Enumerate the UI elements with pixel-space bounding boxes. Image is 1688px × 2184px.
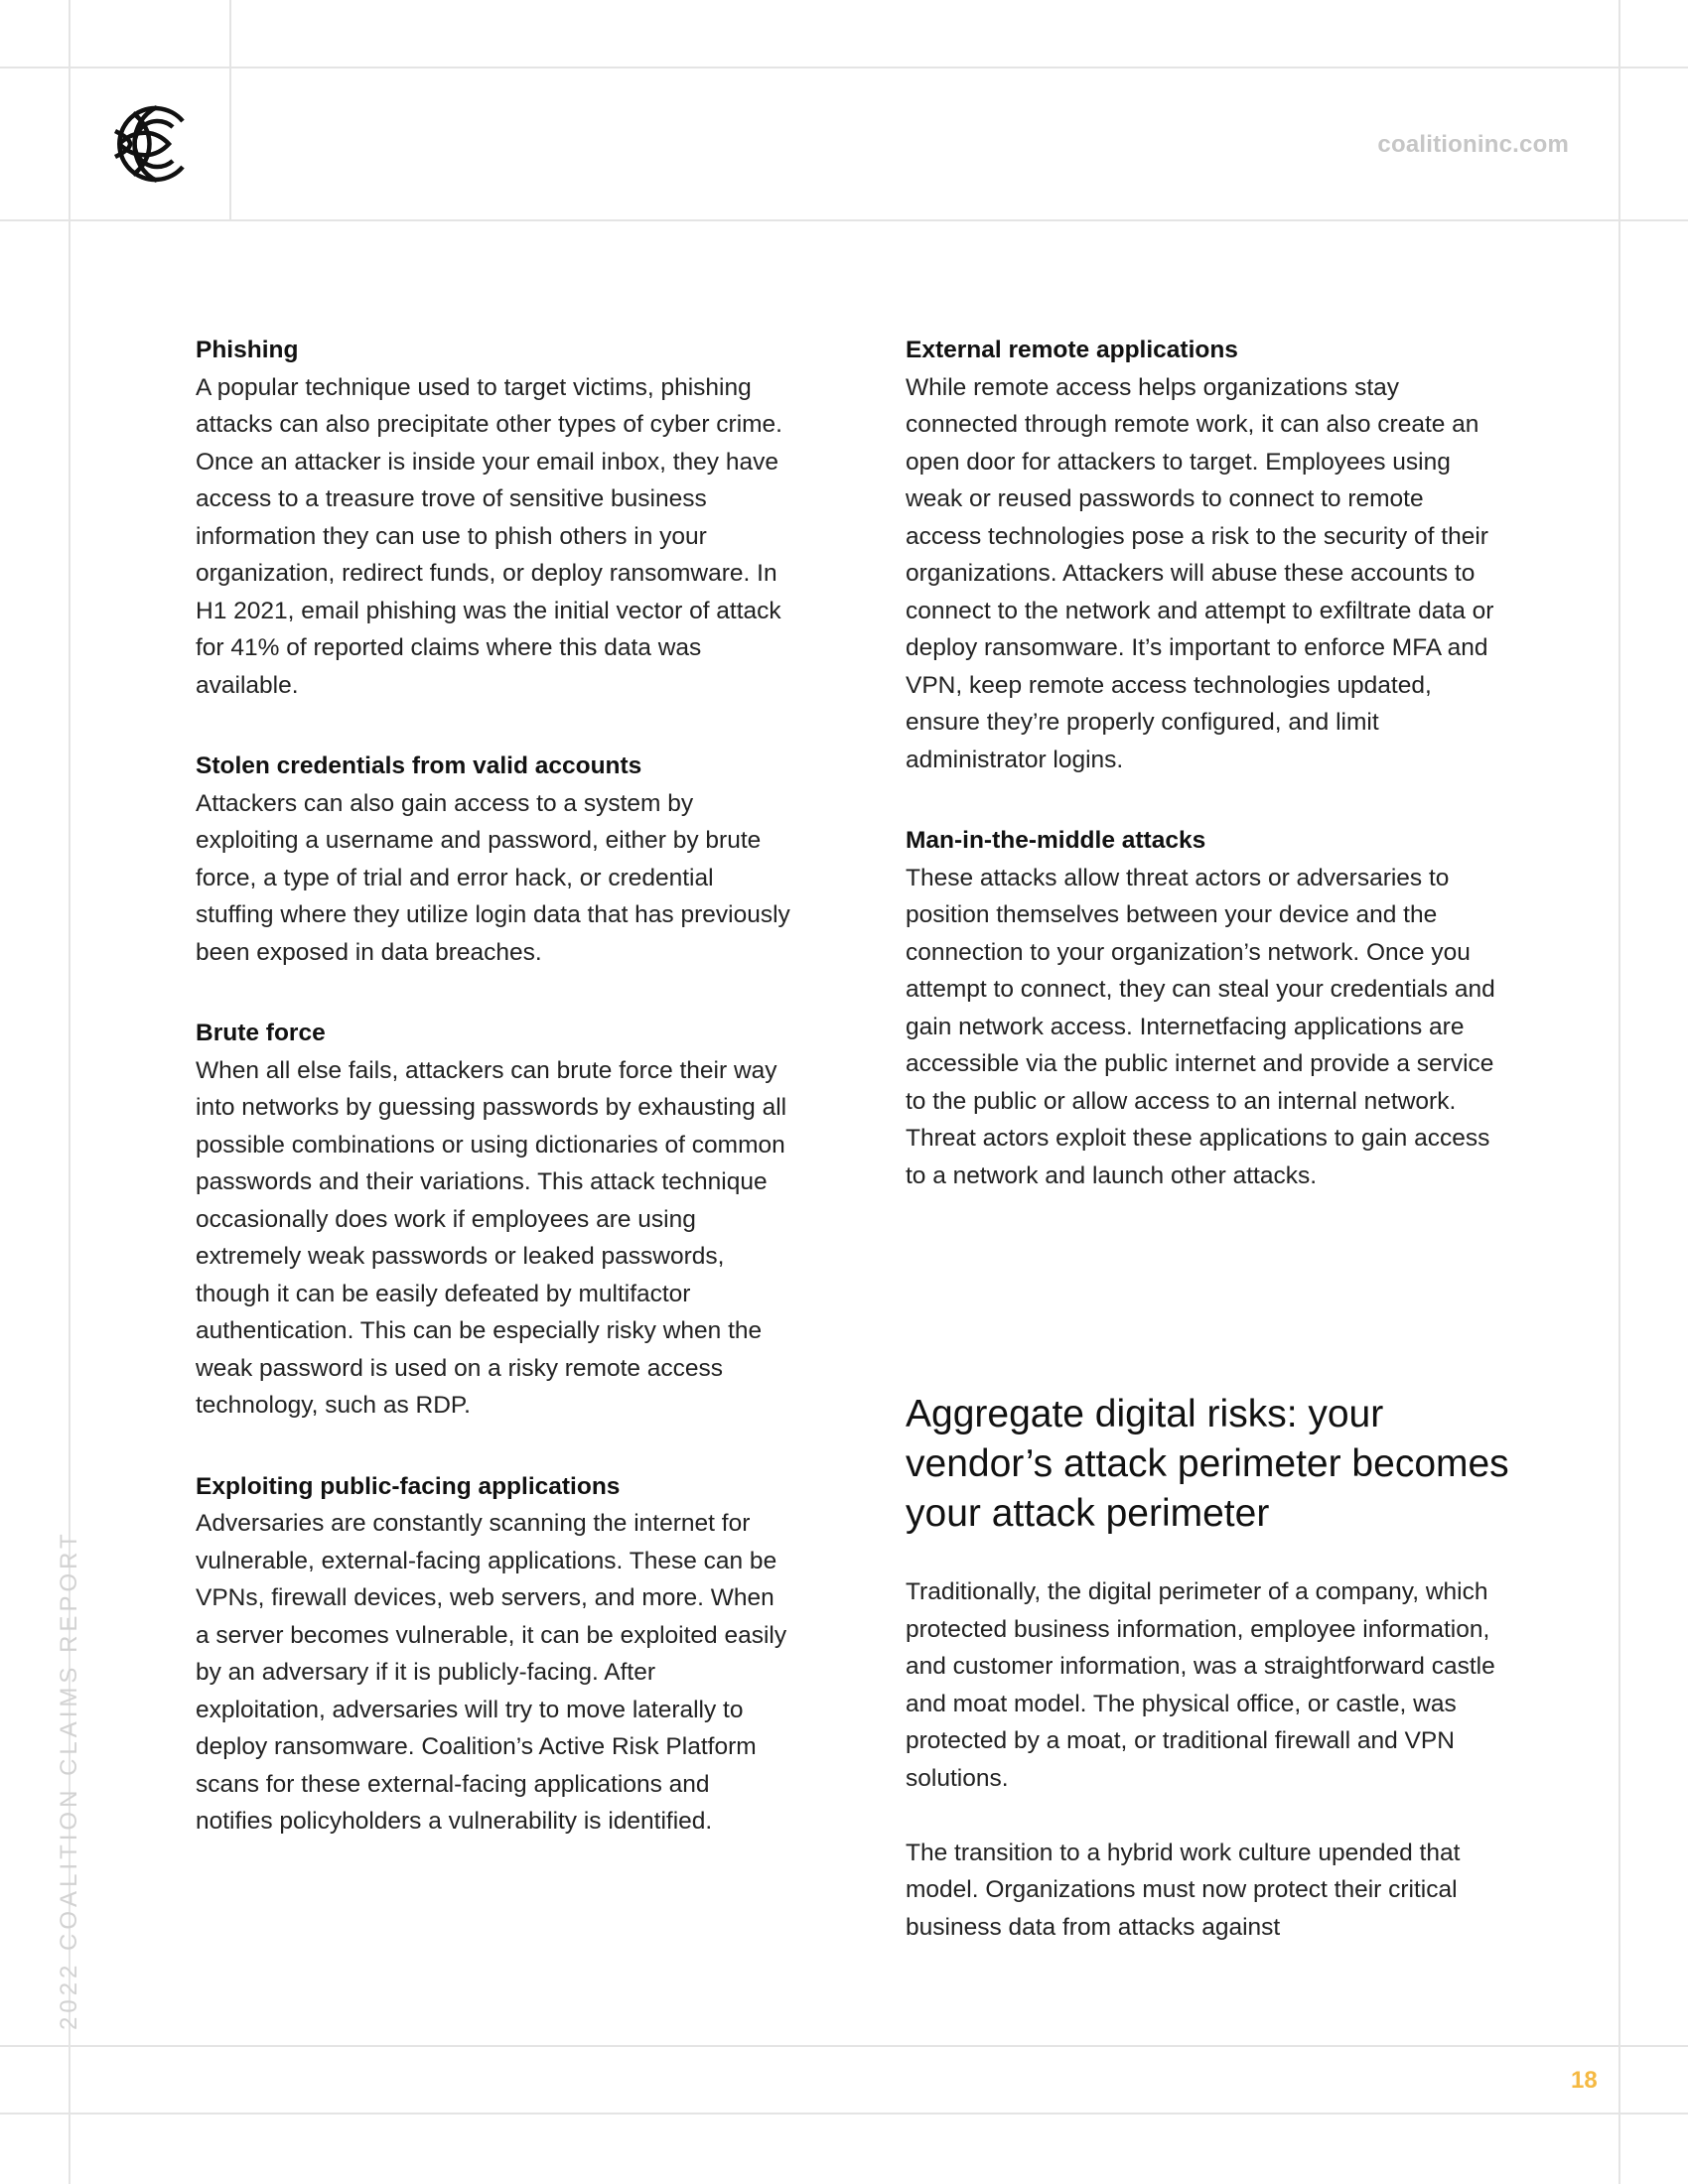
section-body: A popular technique used to target victims, phishing attacks can also precipitate other types of cyber crime. Once an attacker is inside your email inbox, they have access to a treasure trove of sensitive business information they can use to phish others in your organization, redirect funds, or deploy ransomware. In H1 2021, email phishing was the initial vector of attack for 41% of reported claims where this data was available. xyxy=(196,373,782,699)
aggregate-paragraph: The transition to a hybrid work culture upended that model. Organizations must now protect their critical business data from attacks against xyxy=(906,1839,1461,1941)
section-heading: Exploiting public-facing applications xyxy=(196,1472,621,1500)
section-heading: Stolen credentials from valid accounts xyxy=(196,752,642,779)
coalition-logo-icon xyxy=(109,99,193,189)
aggregate-risks-title: Aggregate digital risks: your vendor’s attack perimeter becomes your attack perimeter xyxy=(906,1393,1509,1535)
section-body: Attackers can also gain access to a system by exploiting a username and password, either by brute force, a type of trial and error hack, or credential stuffing where they utilize login data that has previously been exposed in data breaches. xyxy=(196,789,790,966)
section-phishing xyxy=(196,332,791,704)
section-heading: Phishing xyxy=(196,337,299,363)
section-man-in-the-middle xyxy=(906,822,1501,1194)
section-body: Adversaries are constantly scanning the internet for vulnerable, external-facing applications. These can be VPNs, firewall devices, web servers, and more. When a server becomes vulnerable, it can be exploited easily by an adversary if it is publicly-facing. After exploitation, adversaries will try to move laterally to deploy ransomware. Coalition’s Active Risk Platform scans for these external-facing applications and notifies policyholders a vulnerability is identified. xyxy=(196,1510,787,1835)
grid-line-footer-bottom xyxy=(0,2113,1688,2115)
section-body: While remote access helps organizations stay connected through remote work, it can also create an open door for attackers to target. Employees using weak or reused passwords to connect to remote access technologies pose a risk to the security of their organizations. Attackers will abuse these accounts to connect to the network and attempt to exfiltrate data or deploy ransomware. It’s important to enforce MFA and VPN, keep remote access technologies updated, ensure they’re properly configured, and limit administrator logins. xyxy=(906,373,1494,773)
section-external-remote-apps xyxy=(906,332,1501,778)
section-heading: External remote applications xyxy=(906,337,1238,363)
grid-line-footer-top xyxy=(0,2045,1688,2047)
page-number: 18 xyxy=(1571,2067,1598,2094)
section-heading: Brute force xyxy=(196,1020,326,1046)
left-column xyxy=(196,332,791,1884)
section-heading: Man-in-the-middle attacks xyxy=(906,827,1206,854)
grid-line-logo-right xyxy=(229,0,231,220)
section-body: When all else fails, attackers can brute force their way into networks by guessing passwords by exhausting all possible combinations or using dictionaries of common passwords and their variations. This attack technique occasionally does work if employees are using extremely weak passwords or leaked passwords, though it can be easily defeated by multifactor authentication. This can be especially risky when the weak password is used on a risky remote access technology, such as RDP. xyxy=(196,1056,787,1419)
aggregate-risks-body xyxy=(906,1573,1501,1983)
right-column xyxy=(906,332,1501,1238)
side-report-label: 2022 COALITION CLAIMS REPORT xyxy=(56,1530,82,2030)
section-body: These attacks allow threat actors or adversaries to position themselves between your device and the connection to your organization’s network. Once you attempt to connect, they can steal your credentials and gain network access. Internetfacing applications are accessible via the public internet and provide a service to the public or allow access to an internal network. Threat actors exploit these applications to gain access to a network and launch other attacks. xyxy=(906,864,1495,1189)
section-stolen-credentials xyxy=(196,748,791,971)
aggregate-paragraph: Traditionally, the digital perimeter of a company, which protected business information, employee information, and customer information, was a straightforward castle and moat model. The physical office, or castle, was protected by a moat, or traditional firewall and VPN solutions. xyxy=(906,1578,1495,1792)
grid-line-header-bottom xyxy=(0,219,1688,221)
website-url: coalitioninc.com xyxy=(1377,131,1569,158)
grid-line-top xyxy=(0,67,1688,68)
grid-line-right xyxy=(1618,0,1620,2184)
section-brute-force xyxy=(196,1015,791,1425)
section-public-facing-apps xyxy=(196,1468,791,1841)
